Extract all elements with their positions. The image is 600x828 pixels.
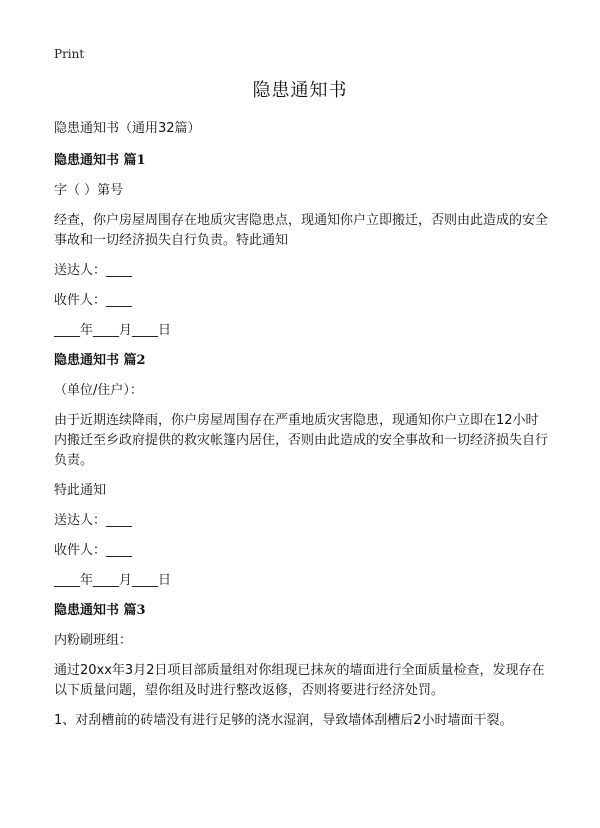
paragraph: ____年____月____日 <box>54 323 172 338</box>
paragraph: 收件人：____ <box>54 293 133 308</box>
print-link[interactable]: Print <box>54 47 85 61</box>
paragraph: 由于近期连续降雨，你户房屋周围存在严重地质灾害隐患，现通知你户立即在12小时内搬迁至乡政府提供的救灾帐篷内居住，否则由此造成的安全事故和一切经济损失自行负责。 <box>54 413 549 468</box>
paragraph: 经查，你户房屋周围存在地质灾害隐患点，现通知你户立即搬迁，否则由此造成的安全事故和一切经济损失自行负责。特此通知 <box>54 213 549 248</box>
paragraph: 收件人：____ <box>54 543 133 558</box>
paragraph: 内粉刷班组： <box>54 633 133 648</box>
paragraph: 送达人：____ <box>54 513 133 528</box>
section-heading: 隐患通知书 篇3 <box>54 603 146 618</box>
paragraph: ____年____月____日 <box>54 573 172 588</box>
paragraph: 1、对刮槽前的砖墙没有进行足够的浇水湿润，导致墙体刮槽后2小时墙面干裂。 <box>54 713 513 728</box>
paragraph: （单位/住户）： <box>54 383 143 398</box>
section-heading: 隐患通知书 篇1 <box>54 153 146 168</box>
document-body <box>54 119 548 731</box>
document-title: 隐患通知书 <box>252 80 348 101</box>
paragraph: 通过20xx年3月2日项目部质量组对你组现已抹灰的墙面进行全面质量检查，发现存在以下质量问题，望你组及时进行整改返修，否则将要进行经济处罚。 <box>54 663 545 698</box>
paragraph: 隐患通知书（通用32篇） <box>54 121 201 136</box>
paragraph: 特此通知 <box>54 483 107 498</box>
paragraph: 字（ ）第号 <box>54 183 124 198</box>
section-heading: 隐患通知书 篇2 <box>54 353 146 368</box>
paragraph: 送达人：____ <box>54 263 133 278</box>
